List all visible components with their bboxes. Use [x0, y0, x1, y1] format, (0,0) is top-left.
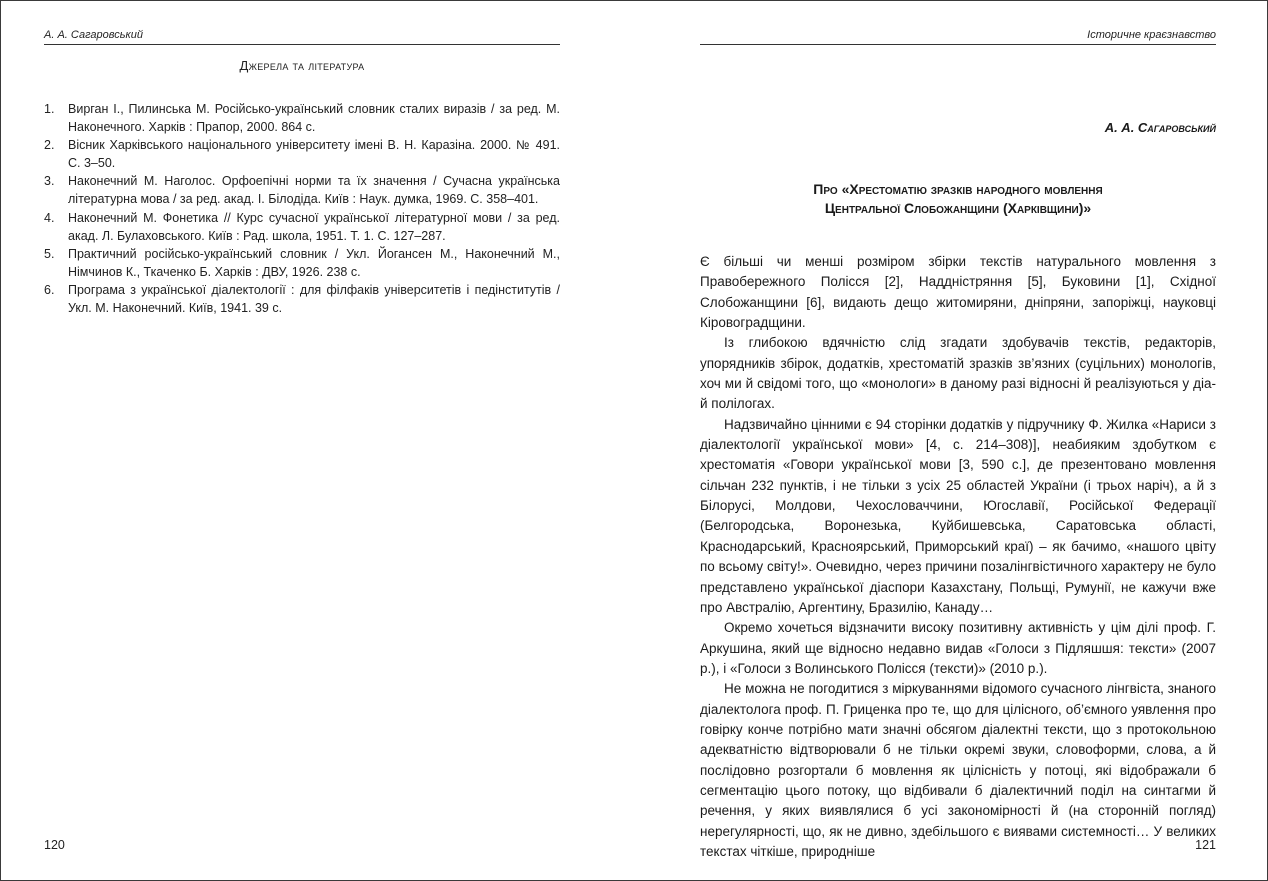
body-paragraph: Із глибокою вдячністю слід згадати здобувачів текстів, редакторів, упорядників збірок, додатків, хрестоматій зразків зв’язних (суцільних) монологів, хоч ми й свідомі того, що «монологи» в даному разі відносні й реалізуються у діа- й полілогах. — [700, 335, 1216, 412]
reference-number: 1. — [44, 102, 55, 116]
body-paragraph: Не можна не погодитися з міркуваннями відомого сучасного лінгвіста, знаного діалектолога проф. П. Гриценка про те, що для цілісного, об’ємного уявлення про говірку конче потрібно мати значні обсягом діалектні тексти, що з протокольною адекватністю відтворювали б не тільки окремі звуки, словоформи, слова, а й послідовно розгортали б мовлення як цілісність у потоці, які відображали б сегментацію цього потоку, що відбивали б діалектичний поділ на синтагми й речення, у яких виявлялися б усі закономірності й (на сторонній погляд) нерегулярності, що, як не дивно, здебільшого є виявами системності… У великих текстах чіткіше, природніше — [700, 681, 1216, 859]
reference-number: 5. — [44, 246, 55, 261]
reference-item — [44, 100, 560, 136]
reference-item — [44, 136, 560, 172]
article-title — [730, 180, 1186, 218]
reference-text: Наконечний М. Наголос. Орфоепічні норми та їх значення / Сучасна українська літературна мова / за ред. акад. І. Білодіда. Київ : Наук. думка, 1969. С. 358–401. — [68, 174, 560, 207]
reference-item — [44, 172, 560, 208]
reference-text: Програма з української діалектології : для філфаків університетів і педінститутів / Укл. М. Наконечний. Київ, 1941. 39 с. — [68, 282, 560, 316]
article-body — [700, 252, 1216, 862]
reference-number: 4. — [44, 210, 55, 225]
reference-item — [44, 209, 560, 245]
page-number: 121 — [1195, 838, 1216, 852]
reference-text: Вирган І., Пилинська М. Російсько-український словник сталих виразів / за ред. М. Наконечного. Харків : Прапор, 2000. 864 с. — [68, 102, 560, 135]
body-paragraph: Окремо хочеться відзначити високу позитивну активність у цім ділі проф. Г. Аркушина, який ще відносно недавно видав «Голоси з Підляшшя: тексти» (2007 р.), і «Голоси з Волинського Полісся (тексти)» (2010 р.). — [700, 620, 1216, 676]
right-page — [700, 0, 1216, 881]
article-title-line: Про «Хрестоматію зразків народного мовлення — [813, 181, 1103, 197]
body-paragraph: Надзвичайно цінними є 94 сторінки додатків у підручнику Ф. Жилка «Нариси з діалектології української мови» [4, с. 214–308)], неабияким здобутком є хрестоматія «Говори української мови [3, 590 с.], де презентовано мовлення сільчан 232 пунктів, і не тільки з усіх 25 областей України (і трьох наріч), а й з Білорусі, Молдови, Чехословаччини, Югославії, Російської Федерації (Белгородська, Воронезька, Куйбишевська, Саратовська області, Краснодарський, Красноярський, Приморський краї) – як бачимо, «нашого цвіту по всьому світу!». Очевидно, через причини позалінгвістичного характеру не було представлено української діаспори Казахстану, Польщі, Румунії, не кажучи вже про Австралію, Аргентину, Бразилію, Канаду… — [700, 416, 1216, 615]
body-paragraph: Є більші чи менші розміром збірки текстів натурального мовлення з Правобережного Полісся [2], Наддністряння [5], Буковини [1], Східної Слобожанщини [6], видають дещо житомиряни, дніпряни, запоріжці, науковці Кіровоградщини. — [700, 254, 1216, 331]
article-author: А. А. Сагаровський — [1104, 120, 1216, 135]
reference-text: Наконечний М. Фонетика // Курс сучасної української літературної мови / за ред. акад. Л. Булаховського. Київ : Рад. школа, 1951. Т. 1. С. 127–287. — [68, 210, 560, 243]
reference-text: Практичний російсько-український словник / Укл. Йогансен М., Наконечний М., Німчинов К., Ткаченко Б. Харків : ДВУ, 1926. 238 с. — [68, 246, 560, 279]
article-title-line: Центральної Слобожанщини (Харківщини)» — [824, 200, 1092, 216]
reference-number: 6. — [44, 282, 55, 297]
reference-text: Вісник Харківського національного університету імені В. Н. Каразіна. 2000. № 491. С. 3–50. — [68, 138, 560, 171]
left-page — [44, 0, 560, 881]
running-head-author: А. А. Сагаровський — [44, 29, 560, 45]
reference-list — [44, 100, 560, 317]
reference-number: 2. — [44, 138, 55, 153]
section-title: Джерела та література — [239, 58, 365, 73]
reference-number: 3. — [44, 174, 55, 189]
reference-item — [44, 281, 560, 317]
page-number: 120 — [44, 838, 65, 852]
running-head-section: Історичне краєзнавство — [700, 29, 1216, 45]
reference-item — [44, 245, 560, 281]
